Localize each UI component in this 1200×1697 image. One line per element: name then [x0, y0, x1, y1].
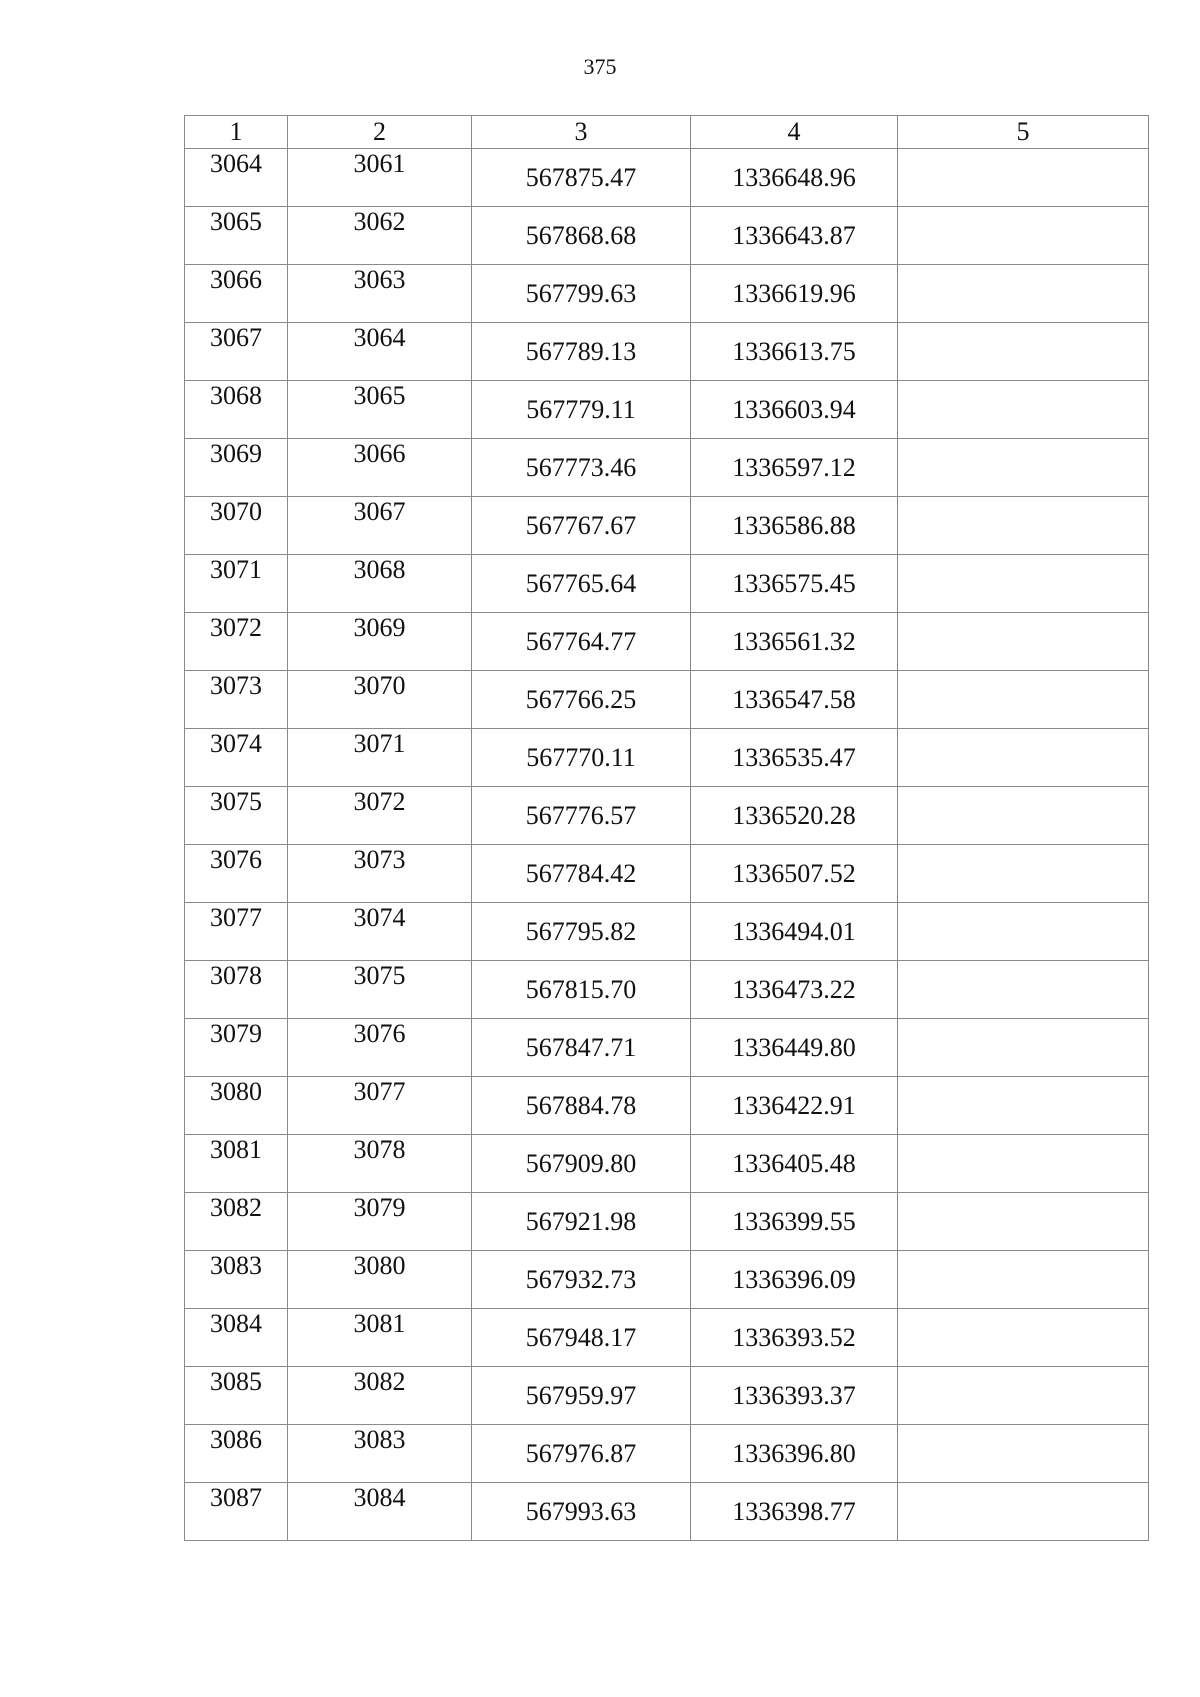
- point-number-cell: 3077: [185, 903, 288, 961]
- x-coordinate-cell: 567770.11: [472, 729, 691, 787]
- reference-number-cell: 3082: [288, 1367, 472, 1425]
- note-cell: [898, 1425, 1149, 1483]
- y-coordinate-cell: 1336547.58: [691, 671, 898, 729]
- x-coordinate-cell: 567776.57: [472, 787, 691, 845]
- table-row: [185, 671, 1149, 729]
- reference-number-cell: 3080: [288, 1251, 472, 1309]
- table-row: [185, 1483, 1149, 1541]
- y-coordinate-cell: 1336575.45: [691, 555, 898, 613]
- y-coordinate-cell: 1336597.12: [691, 439, 898, 497]
- table-header-row: [185, 116, 1149, 149]
- reference-number-cell: 3065: [288, 381, 472, 439]
- reference-number-cell: 3078: [288, 1135, 472, 1193]
- note-cell: [898, 1193, 1149, 1251]
- note-cell: [898, 149, 1149, 207]
- column-header: 2: [288, 116, 472, 149]
- y-coordinate-cell: 1336396.09: [691, 1251, 898, 1309]
- y-coordinate-cell: 1336561.32: [691, 613, 898, 671]
- table-row: [185, 265, 1149, 323]
- note-cell: [898, 903, 1149, 961]
- note-cell: [898, 1367, 1149, 1425]
- point-number-cell: 3072: [185, 613, 288, 671]
- note-cell: [898, 1483, 1149, 1541]
- reference-number-cell: 3066: [288, 439, 472, 497]
- note-cell: [898, 497, 1149, 555]
- table-row: [185, 1193, 1149, 1251]
- column-header: 1: [185, 116, 288, 149]
- note-cell: [898, 207, 1149, 265]
- x-coordinate-cell: 567932.73: [472, 1251, 691, 1309]
- point-number-cell: 3066: [185, 265, 288, 323]
- y-coordinate-cell: 1336422.91: [691, 1077, 898, 1135]
- point-number-cell: 3071: [185, 555, 288, 613]
- reference-number-cell: 3081: [288, 1309, 472, 1367]
- x-coordinate-cell: 567795.82: [472, 903, 691, 961]
- x-coordinate-cell: 567993.63: [472, 1483, 691, 1541]
- table-row: [185, 1077, 1149, 1135]
- reference-number-cell: 3064: [288, 323, 472, 381]
- note-cell: [898, 323, 1149, 381]
- table-row: [185, 1425, 1149, 1483]
- y-coordinate-cell: 1336494.01: [691, 903, 898, 961]
- x-coordinate-cell: 567767.67: [472, 497, 691, 555]
- reference-number-cell: 3061: [288, 149, 472, 207]
- point-number-cell: 3065: [185, 207, 288, 265]
- page-number: 375: [583, 54, 617, 79]
- reference-number-cell: 3084: [288, 1483, 472, 1541]
- y-coordinate-cell: 1336399.55: [691, 1193, 898, 1251]
- point-number-cell: 3064: [185, 149, 288, 207]
- point-number-cell: 3067: [185, 323, 288, 381]
- x-coordinate-cell: 567799.63: [472, 265, 691, 323]
- x-coordinate-cell: 567976.87: [472, 1425, 691, 1483]
- x-coordinate-cell: 567847.71: [472, 1019, 691, 1077]
- table-row: [185, 497, 1149, 555]
- note-cell: [898, 439, 1149, 497]
- reference-number-cell: 3079: [288, 1193, 472, 1251]
- y-coordinate-cell: 1336396.80: [691, 1425, 898, 1483]
- note-cell: [898, 787, 1149, 845]
- y-coordinate-cell: 1336449.80: [691, 1019, 898, 1077]
- x-coordinate-cell: 567789.13: [472, 323, 691, 381]
- y-coordinate-cell: 1336603.94: [691, 381, 898, 439]
- point-number-cell: 3078: [185, 961, 288, 1019]
- column-header: 4: [691, 116, 898, 149]
- reference-number-cell: 3063: [288, 265, 472, 323]
- point-number-cell: 3079: [185, 1019, 288, 1077]
- table-row: [185, 149, 1149, 207]
- table-row: [185, 729, 1149, 787]
- y-coordinate-cell: 1336643.87: [691, 207, 898, 265]
- point-number-cell: 3068: [185, 381, 288, 439]
- point-number-cell: 3085: [185, 1367, 288, 1425]
- y-coordinate-cell: 1336393.37: [691, 1367, 898, 1425]
- table-row: [185, 381, 1149, 439]
- x-coordinate-cell: 567784.42: [472, 845, 691, 903]
- column-header: 3: [472, 116, 691, 149]
- y-coordinate-cell: 1336535.47: [691, 729, 898, 787]
- y-coordinate-cell: 1336507.52: [691, 845, 898, 903]
- reference-number-cell: 3068: [288, 555, 472, 613]
- x-coordinate-cell: 567766.25: [472, 671, 691, 729]
- point-number-cell: 3070: [185, 497, 288, 555]
- y-coordinate-cell: 1336405.48: [691, 1135, 898, 1193]
- note-cell: [898, 1077, 1149, 1135]
- point-number-cell: 3086: [185, 1425, 288, 1483]
- x-coordinate-cell: 567773.46: [472, 439, 691, 497]
- note-cell: [898, 961, 1149, 1019]
- table-row: [185, 787, 1149, 845]
- x-coordinate-cell: 567909.80: [472, 1135, 691, 1193]
- y-coordinate-cell: 1336648.96: [691, 149, 898, 207]
- x-coordinate-cell: 567959.97: [472, 1367, 691, 1425]
- reference-number-cell: 3075: [288, 961, 472, 1019]
- x-coordinate-cell: 567884.78: [472, 1077, 691, 1135]
- table-row: [185, 439, 1149, 497]
- note-cell: [898, 613, 1149, 671]
- y-coordinate-cell: 1336398.77: [691, 1483, 898, 1541]
- reference-number-cell: 3070: [288, 671, 472, 729]
- reference-number-cell: 3076: [288, 1019, 472, 1077]
- y-coordinate-cell: 1336619.96: [691, 265, 898, 323]
- reference-number-cell: 3072: [288, 787, 472, 845]
- table-row: [185, 845, 1149, 903]
- point-number-cell: 3084: [185, 1309, 288, 1367]
- table-row: [185, 613, 1149, 671]
- point-number-cell: 3082: [185, 1193, 288, 1251]
- x-coordinate-cell: 567815.70: [472, 961, 691, 1019]
- reference-number-cell: 3077: [288, 1077, 472, 1135]
- note-cell: [898, 555, 1149, 613]
- coordinates-table: [184, 115, 1149, 1541]
- note-cell: [898, 1309, 1149, 1367]
- note-cell: [898, 1135, 1149, 1193]
- point-number-cell: 3069: [185, 439, 288, 497]
- note-cell: [898, 729, 1149, 787]
- reference-number-cell: 3071: [288, 729, 472, 787]
- x-coordinate-cell: 567779.11: [472, 381, 691, 439]
- point-number-cell: 3075: [185, 787, 288, 845]
- y-coordinate-cell: 1336473.22: [691, 961, 898, 1019]
- x-coordinate-cell: 567875.47: [472, 149, 691, 207]
- table-row: [185, 1135, 1149, 1193]
- table-body: [185, 149, 1149, 1541]
- point-number-cell: 3073: [185, 671, 288, 729]
- point-number-cell: 3074: [185, 729, 288, 787]
- y-coordinate-cell: 1336586.88: [691, 497, 898, 555]
- reference-number-cell: 3062: [288, 207, 472, 265]
- reference-number-cell: 3074: [288, 903, 472, 961]
- table-row: [185, 1251, 1149, 1309]
- note-cell: [898, 845, 1149, 903]
- table-row: [185, 207, 1149, 265]
- point-number-cell: 3076: [185, 845, 288, 903]
- point-number-cell: 3083: [185, 1251, 288, 1309]
- table-row: [185, 903, 1149, 961]
- y-coordinate-cell: 1336613.75: [691, 323, 898, 381]
- reference-number-cell: 3067: [288, 497, 472, 555]
- point-number-cell: 3081: [185, 1135, 288, 1193]
- table-row: [185, 961, 1149, 1019]
- table-row: [185, 555, 1149, 613]
- point-number-cell: 3087: [185, 1483, 288, 1541]
- table-row: [185, 1309, 1149, 1367]
- note-cell: [898, 265, 1149, 323]
- note-cell: [898, 1251, 1149, 1309]
- note-cell: [898, 381, 1149, 439]
- table-row: [185, 1019, 1149, 1077]
- y-coordinate-cell: 1336393.52: [691, 1309, 898, 1367]
- reference-number-cell: 3069: [288, 613, 472, 671]
- x-coordinate-cell: 567921.98: [472, 1193, 691, 1251]
- table-row: [185, 323, 1149, 381]
- x-coordinate-cell: 567868.68: [472, 207, 691, 265]
- note-cell: [898, 671, 1149, 729]
- reference-number-cell: 3083: [288, 1425, 472, 1483]
- column-header: 5: [898, 116, 1149, 149]
- y-coordinate-cell: 1336520.28: [691, 787, 898, 845]
- reference-number-cell: 3073: [288, 845, 472, 903]
- x-coordinate-cell: 567764.77: [472, 613, 691, 671]
- x-coordinate-cell: 567765.64: [472, 555, 691, 613]
- note-cell: [898, 1019, 1149, 1077]
- table-row: [185, 1367, 1149, 1425]
- point-number-cell: 3080: [185, 1077, 288, 1135]
- x-coordinate-cell: 567948.17: [472, 1309, 691, 1367]
